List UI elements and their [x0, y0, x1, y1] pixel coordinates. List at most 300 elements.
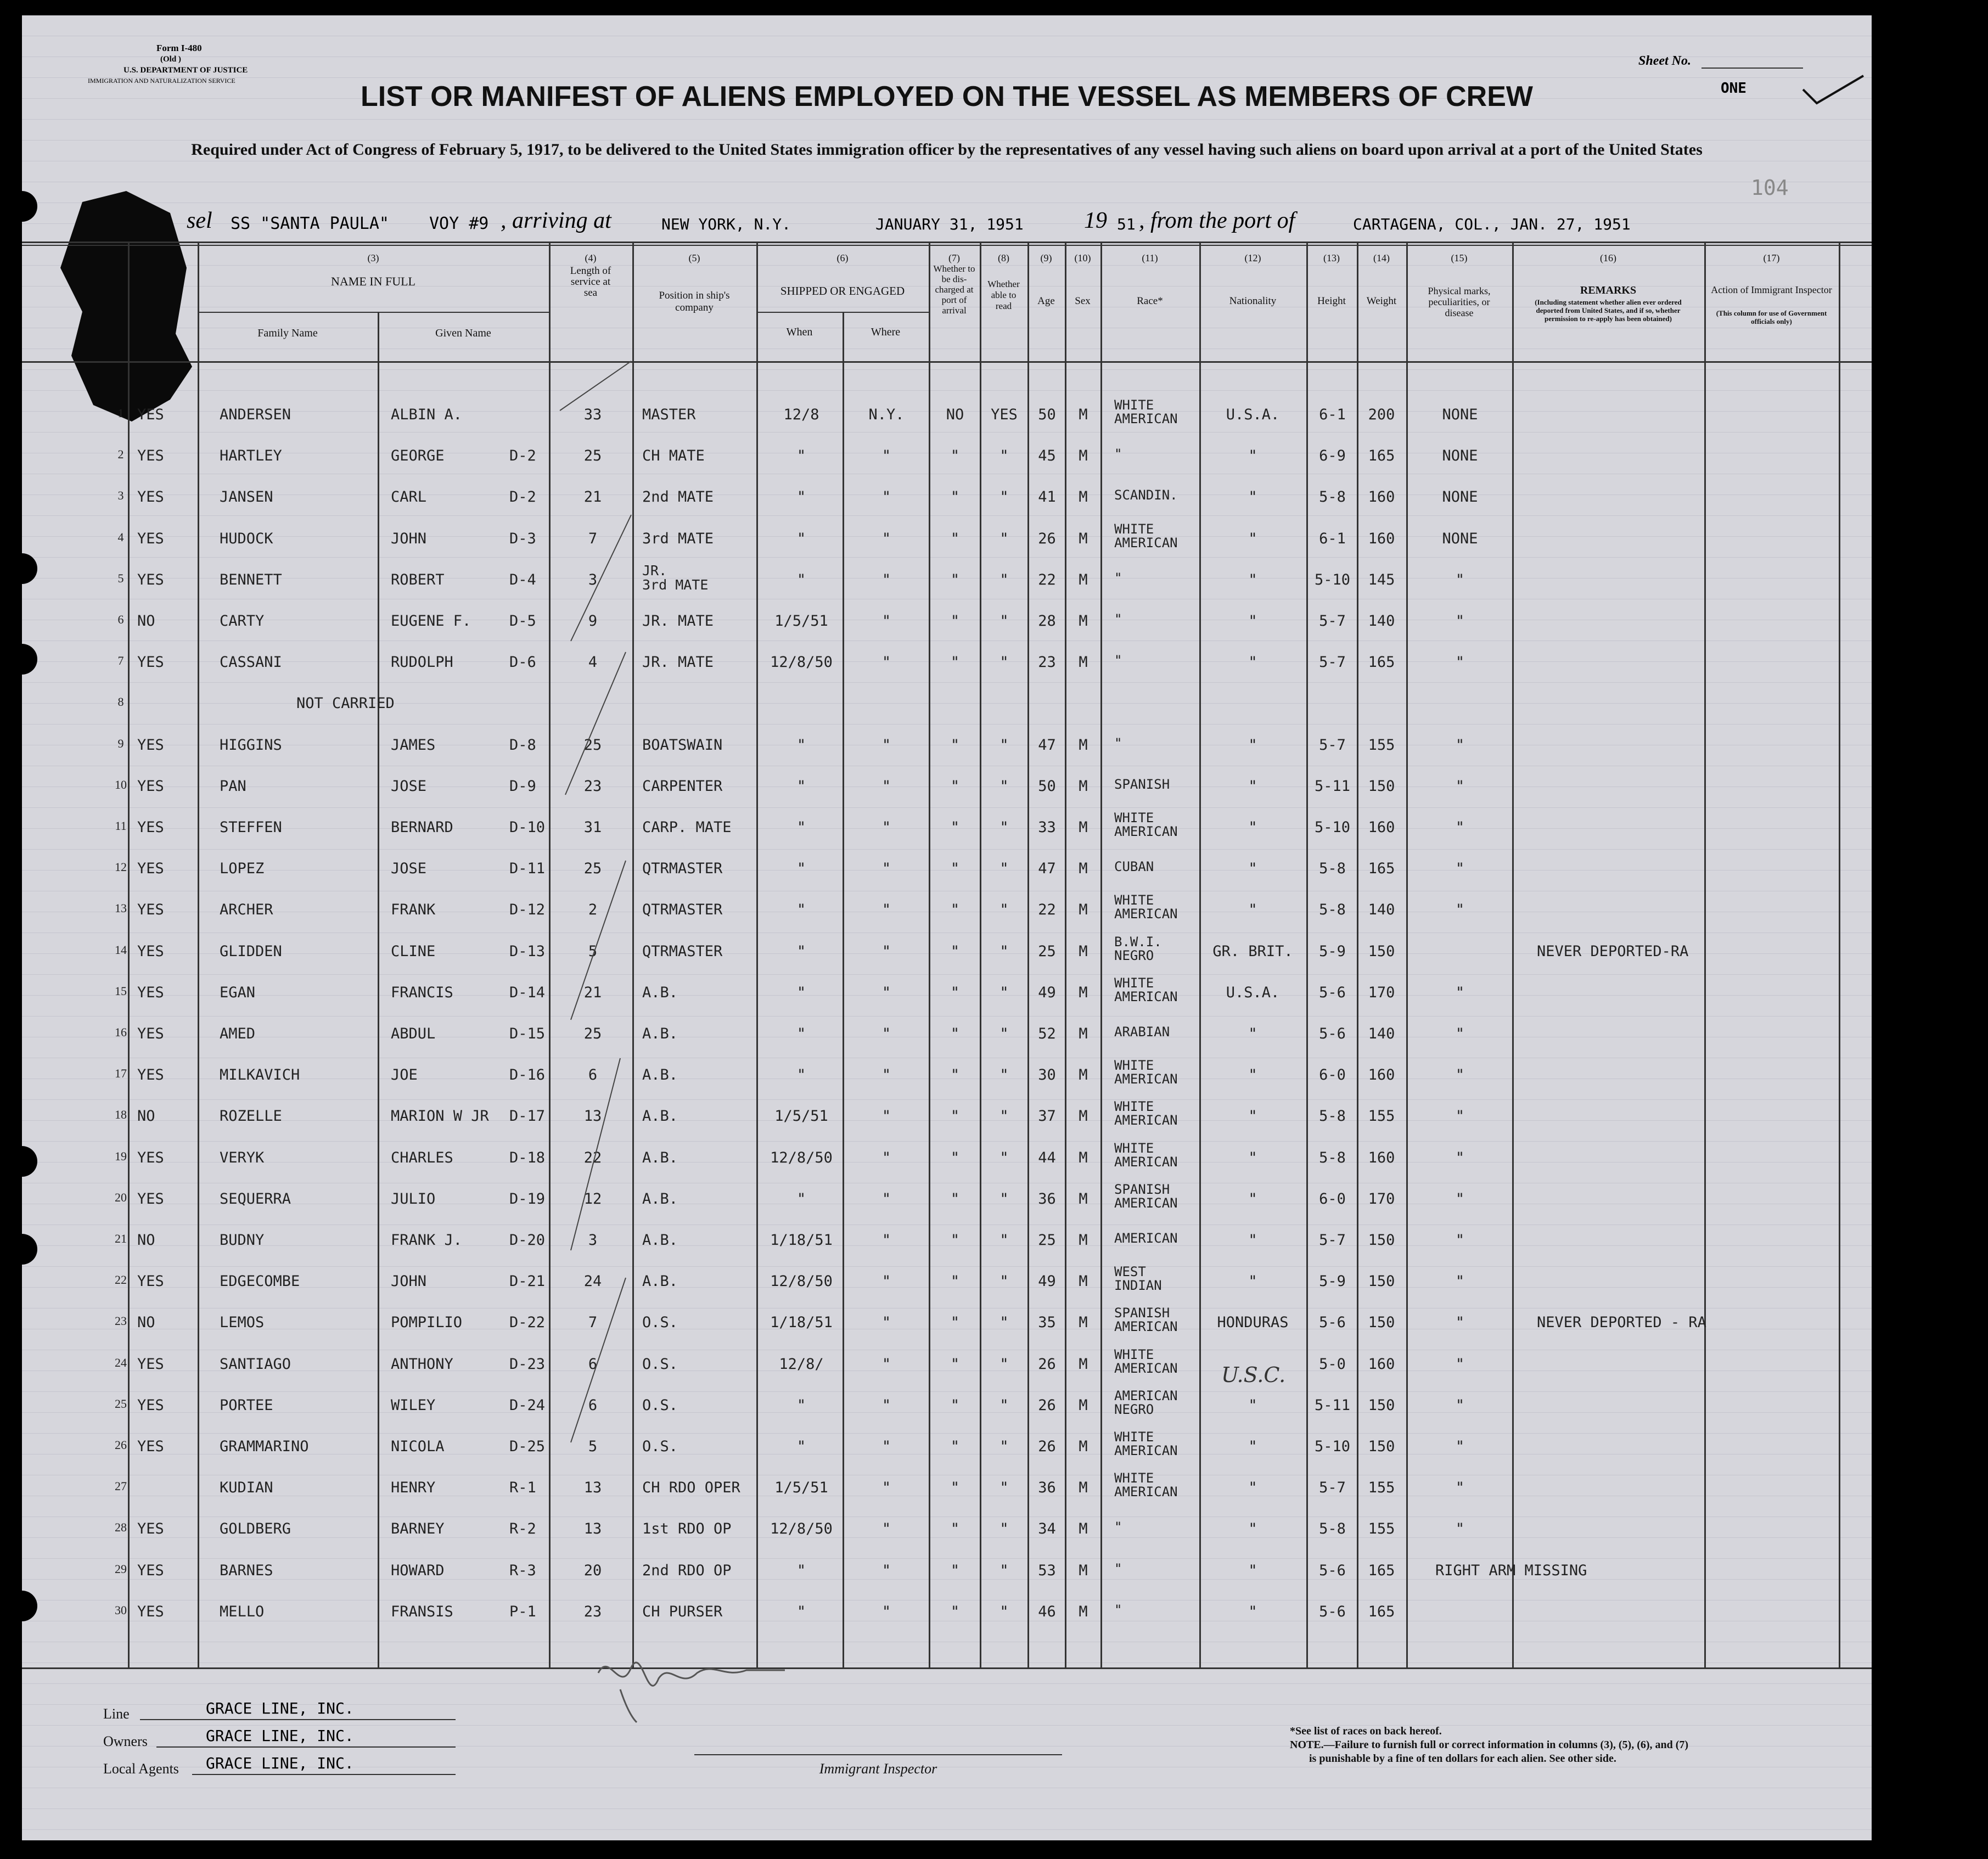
vessel-label: sel — [187, 208, 212, 233]
given-name: RUDOLPH — [391, 654, 453, 671]
alien-flag: YES — [137, 1562, 164, 1579]
shipped-where: " — [881, 984, 891, 1001]
nationality: " — [1248, 1562, 1257, 1579]
sex: M — [1079, 530, 1088, 547]
discharged: " — [950, 1066, 960, 1083]
col10-header: Sex — [1075, 295, 1091, 307]
sex: M — [1079, 943, 1088, 960]
height: 5-7 — [1319, 613, 1346, 630]
race: B.W.I. NEGRO — [1114, 934, 1162, 963]
race: WHITE AMERICAN — [1114, 892, 1178, 922]
given-name: FRANK — [391, 901, 436, 918]
race: AMERICAN — [1114, 1231, 1178, 1246]
family-name: ARCHER — [220, 901, 273, 918]
race: WHITE AMERICAN — [1114, 975, 1178, 1004]
sheet-no-value: ONE — [1721, 80, 1746, 97]
able-to-read: " — [999, 778, 1009, 795]
shipped-when: 1/5/51 — [774, 1108, 828, 1125]
nationality: " — [1248, 1603, 1257, 1620]
sex: M — [1079, 778, 1088, 795]
crew-code: D-11 — [509, 860, 546, 877]
height: 5-11 — [1314, 778, 1351, 795]
given-name: JOSE — [391, 860, 427, 877]
height: 6-9 — [1319, 447, 1346, 464]
crew-code: D-15 — [509, 1025, 546, 1042]
shipped-where: " — [881, 1066, 891, 1083]
family-name: SANTIAGO — [220, 1356, 291, 1373]
position: A.B. — [642, 1273, 678, 1290]
weight: 155 — [1368, 1108, 1395, 1125]
shipped-when: 12/8/ — [779, 1356, 824, 1373]
alien-flag: YES — [137, 571, 164, 588]
discharged: " — [950, 1190, 960, 1207]
position: A.B. — [642, 1108, 678, 1125]
col14-header: Weight — [1366, 295, 1397, 307]
discharged: " — [950, 1232, 960, 1249]
weight: 165 — [1368, 654, 1395, 671]
able-to-read: " — [999, 1066, 1009, 1083]
given-name: POMPILIO — [391, 1314, 463, 1331]
position: A.B. — [642, 1232, 678, 1249]
age: 41 — [1038, 488, 1056, 506]
shipped-where: " — [881, 571, 891, 588]
row-number: 28 — [115, 1520, 127, 1534]
family-name: ANDERSEN — [220, 406, 291, 423]
weight: 155 — [1368, 1520, 1395, 1537]
height: 5-7 — [1319, 737, 1346, 754]
age: 25 — [1038, 1232, 1056, 1249]
physical-marks: " — [1455, 571, 1465, 588]
able-to-read: " — [999, 1025, 1009, 1042]
physical-marks: NONE — [1442, 447, 1478, 464]
able-to-read: " — [999, 984, 1009, 1001]
table-row — [22, 647, 1872, 688]
row-number: 7 — [117, 654, 124, 667]
shipped-where: " — [881, 1149, 891, 1166]
sex: M — [1079, 613, 1088, 630]
crew-code: R-2 — [509, 1520, 536, 1537]
height: 5-8 — [1319, 488, 1346, 506]
row-number: 6 — [117, 613, 124, 626]
service-years: 5 — [588, 1438, 598, 1455]
height: 5-7 — [1319, 654, 1346, 671]
nationality: " — [1248, 1025, 1257, 1042]
row-number: 24 — [115, 1356, 127, 1369]
age: 50 — [1038, 406, 1056, 423]
nationality: " — [1248, 1232, 1257, 1249]
nationality: " — [1248, 901, 1257, 918]
family-name: HARTLEY — [220, 447, 282, 464]
given-name: FRANK J. — [391, 1232, 463, 1249]
given-name: CHARLES — [391, 1149, 453, 1166]
col12-number: (12) — [1244, 252, 1261, 263]
arriving-label: , arriving at — [501, 208, 611, 233]
service-years: 3 — [588, 571, 598, 588]
age: 36 — [1038, 1190, 1056, 1207]
age: 53 — [1038, 1562, 1056, 1579]
race: WEST INDIAN — [1114, 1264, 1162, 1293]
nationality: " — [1248, 1520, 1257, 1537]
col17-subheader: (This column for use of Government officials only) — [1716, 309, 1827, 325]
race: SPANISH AMERICAN — [1114, 1182, 1178, 1211]
race: " — [1114, 446, 1122, 462]
table-row — [22, 1390, 1872, 1431]
height: 5-6 — [1319, 1314, 1346, 1331]
physical-marks: " — [1455, 1314, 1465, 1331]
shipped-where: " — [881, 737, 891, 754]
given-name: BERNARD — [391, 819, 453, 836]
able-to-read: " — [999, 860, 1009, 877]
shipped-where: " — [881, 613, 891, 630]
shipped-where: " — [881, 901, 891, 918]
family-name: BUDNY — [220, 1232, 265, 1249]
physical-marks: " — [1455, 901, 1465, 918]
shipped-where: " — [881, 819, 891, 836]
race: " — [1114, 611, 1122, 627]
position: O.S. — [642, 1356, 678, 1373]
row-number: 4 — [117, 530, 124, 544]
given-name: JOHN — [391, 530, 427, 547]
height: 6-0 — [1319, 1190, 1346, 1207]
shipped-where: " — [881, 1397, 891, 1414]
alien-flag: YES — [137, 1273, 164, 1290]
age: 44 — [1038, 1149, 1056, 1166]
family-name: SEQUERRA — [220, 1190, 291, 1207]
height: 5-11 — [1314, 1397, 1351, 1414]
position: CH RDO OPER — [642, 1479, 740, 1496]
discharged: " — [950, 1108, 960, 1125]
shipped-when: 12/8/50 — [770, 1149, 833, 1166]
table-top-rule — [22, 241, 1872, 243]
table-row — [22, 1431, 1872, 1473]
row-number: 23 — [115, 1314, 127, 1328]
discharged: " — [950, 1479, 960, 1496]
alien-flag: NO — [137, 1314, 155, 1331]
sex: M — [1079, 1438, 1088, 1455]
weight: 150 — [1368, 1232, 1395, 1249]
age: 33 — [1038, 819, 1056, 836]
alien-flag: YES — [137, 1397, 164, 1414]
family-name: MILKAVICH — [220, 1066, 300, 1083]
alien-flag: YES — [137, 1149, 164, 1166]
weight: 150 — [1368, 1314, 1395, 1331]
shipped-when: 1/5/51 — [774, 1479, 828, 1496]
shipped-when: " — [796, 860, 806, 877]
position: A.B. — [642, 1190, 678, 1207]
page-title: LIST OR MANIFEST OF ALIENS EMPLOYED ON THE VESSEL AS MEMBERS OF CREW — [361, 81, 1533, 113]
col4-number: (4) — [585, 252, 597, 263]
height: 5-8 — [1319, 1108, 1346, 1125]
nationality: " — [1248, 1066, 1257, 1083]
given-name-header: Given Name — [435, 327, 491, 339]
shipped-when: " — [796, 447, 806, 464]
owners-label: Owners — [103, 1733, 148, 1749]
family-name: LEMOS — [220, 1314, 265, 1331]
sex: M — [1079, 1108, 1088, 1125]
shipped-when: " — [796, 984, 806, 1001]
physical-marks: " — [1455, 613, 1465, 630]
ink-seal — [60, 191, 192, 422]
service-years: 12 — [583, 1190, 602, 1207]
col15-header: Physical marks, peculiarities, or disease — [1428, 285, 1491, 318]
shipped-where: " — [881, 1273, 891, 1290]
shipped-where: " — [881, 860, 891, 877]
alien-flag: YES — [137, 654, 164, 671]
age: 36 — [1038, 1479, 1056, 1496]
agents-underline — [192, 1774, 456, 1775]
position: 2nd MATE — [642, 488, 714, 506]
discharged: " — [950, 1273, 960, 1290]
weight: 165 — [1368, 447, 1395, 464]
family-name: MELLO — [220, 1603, 265, 1620]
shipped-when: " — [796, 488, 806, 506]
shipped-when: " — [796, 571, 806, 588]
race: " — [1114, 1602, 1122, 1618]
weight: 160 — [1368, 1356, 1395, 1373]
table-row — [22, 1555, 1872, 1597]
height: 5-9 — [1319, 1273, 1346, 1290]
col16-number: (16) — [1600, 252, 1616, 263]
family-name: KUDIAN — [220, 1479, 273, 1496]
race: WHITE AMERICAN — [1114, 810, 1178, 839]
race: SCANDIN. — [1114, 487, 1178, 503]
age: 35 — [1038, 1314, 1056, 1331]
col9-header: Age — [1037, 295, 1055, 307]
vessel-name: SS "SANTA PAULA" — [231, 214, 389, 233]
service-years: 20 — [583, 1562, 602, 1579]
age: 49 — [1038, 1273, 1056, 1290]
discharged: " — [950, 447, 960, 464]
shipped-when: 1/5/51 — [774, 613, 828, 630]
able-to-read: " — [999, 1520, 1009, 1537]
service-years: 9 — [588, 613, 598, 630]
height: 5-7 — [1319, 1232, 1346, 1249]
race: WHITE AMERICAN — [1114, 521, 1178, 551]
discharged: " — [950, 1562, 960, 1579]
height: 5-10 — [1314, 1438, 1351, 1455]
able-to-read: " — [999, 1479, 1009, 1496]
sex: M — [1079, 571, 1088, 588]
voyage-number: VOY #9 — [429, 214, 489, 233]
sex: M — [1079, 984, 1088, 1001]
row-number: 2 — [117, 447, 124, 461]
age: 26 — [1038, 1356, 1056, 1373]
shipped-where: " — [881, 1190, 891, 1207]
able-to-read: " — [999, 901, 1009, 918]
nationality: " — [1248, 778, 1257, 795]
crew-code: D-19 — [509, 1190, 546, 1207]
crew-code: D-21 — [509, 1273, 546, 1290]
col16-header: REMARKS — [1580, 284, 1637, 296]
line-label: Line — [103, 1706, 130, 1722]
shipped-when: " — [796, 901, 806, 918]
weight: 150 — [1368, 1273, 1395, 1290]
weight: 140 — [1368, 901, 1395, 918]
weight: 140 — [1368, 1025, 1395, 1042]
shipped-where: " — [881, 778, 891, 795]
col9-number: (9) — [1040, 252, 1052, 263]
position: A.B. — [642, 1066, 678, 1083]
age: 47 — [1038, 737, 1056, 754]
able-to-read: " — [999, 613, 1009, 630]
physical-marks: " — [1455, 737, 1465, 754]
weight: 150 — [1368, 1438, 1395, 1455]
crew-code: D-25 — [509, 1438, 546, 1455]
weight: 165 — [1368, 1603, 1395, 1620]
physical-marks: NONE — [1442, 530, 1478, 547]
able-to-read: " — [999, 1314, 1009, 1331]
able-to-read: " — [999, 1562, 1009, 1579]
weight: 160 — [1368, 530, 1395, 547]
service-years: 24 — [583, 1273, 602, 1290]
height: 5-0 — [1319, 1356, 1346, 1373]
nationality: GR. BRIT. — [1212, 943, 1293, 960]
table-row — [22, 1019, 1872, 1060]
discharged: " — [950, 571, 960, 588]
height: 6-0 — [1319, 1066, 1346, 1083]
discharged: " — [950, 530, 960, 547]
row-number: 17 — [115, 1066, 127, 1080]
weight: 160 — [1368, 488, 1395, 506]
race: WHITE AMERICAN — [1114, 1470, 1178, 1499]
sex: M — [1079, 1479, 1088, 1496]
table-bottom-rule — [22, 1667, 1872, 1669]
age: 49 — [1038, 984, 1056, 1001]
service-years: 31 — [583, 819, 602, 836]
nationality: " — [1248, 447, 1257, 464]
able-to-read: " — [999, 1438, 1009, 1455]
col14-number: (14) — [1373, 252, 1390, 263]
col5-header: Position in ship's company — [659, 290, 730, 313]
sex: M — [1079, 1562, 1088, 1579]
discharged: " — [950, 901, 960, 918]
family-name: CARTY — [220, 613, 265, 630]
nationality: " — [1248, 1149, 1257, 1166]
nationality: " — [1248, 1190, 1257, 1207]
sheet-no-underline — [1701, 68, 1803, 69]
given-name: ANTHONY — [391, 1356, 453, 1373]
shipped-where: " — [881, 1314, 891, 1331]
sex: M — [1079, 1603, 1088, 1620]
col7-header: Whether to be dis-charged at port of arrival — [933, 263, 975, 316]
alien-flag: NO — [137, 1232, 155, 1249]
height: 5-6 — [1319, 1025, 1346, 1042]
height: 6-1 — [1319, 406, 1346, 423]
shipped-where: " — [881, 1232, 891, 1249]
family-name: LOPEZ — [220, 860, 265, 877]
from-port-label: , from the port of — [1139, 208, 1295, 233]
shipped-when: " — [796, 1603, 806, 1620]
sex: M — [1079, 406, 1088, 423]
shipped-when: " — [796, 737, 806, 754]
crew-code: R-3 — [509, 1562, 536, 1579]
service-years: 13 — [583, 1108, 602, 1125]
form-old: (Old ) — [160, 55, 181, 64]
race: " — [1114, 653, 1122, 668]
crew-code: D-24 — [509, 1397, 546, 1414]
height: 5-6 — [1319, 1562, 1346, 1579]
alien-flag: YES — [137, 901, 164, 918]
discharged: " — [950, 943, 960, 960]
weight: 170 — [1368, 984, 1395, 1001]
height: 5-10 — [1314, 819, 1351, 836]
service-years: 25 — [583, 737, 602, 754]
able-to-read: " — [999, 1190, 1009, 1207]
table-row — [22, 936, 1872, 978]
weight: 145 — [1368, 571, 1395, 588]
given-name: MARION W JR — [391, 1108, 489, 1125]
shipped-when: " — [796, 1397, 806, 1414]
shipped-when: 1/18/51 — [770, 1232, 833, 1249]
shipped-where: " — [881, 1603, 891, 1620]
table-row — [22, 975, 1872, 1019]
given-name: GEORGE — [391, 447, 445, 464]
race: SPANISH — [1114, 777, 1170, 792]
crew-code: D-5 — [509, 613, 536, 630]
physical-marks: " — [1455, 1232, 1465, 1249]
weight: 160 — [1368, 1066, 1395, 1083]
weight: 160 — [1368, 819, 1395, 836]
crew-code: P-1 — [509, 1603, 536, 1620]
discharged: " — [950, 1438, 960, 1455]
inspector-underline — [694, 1754, 1062, 1755]
nationality: U.S.A. — [1226, 406, 1280, 423]
physical-marks: " — [1455, 860, 1465, 877]
alien-flag: YES — [137, 984, 164, 1001]
service-years: 5 — [588, 943, 598, 960]
discharged: " — [950, 819, 960, 836]
position: CARP. MATE — [642, 819, 732, 836]
penalty-note-1: NOTE.—Failure to furnish full or correct information in columns (3), (5), (6), and (7) — [1290, 1739, 1689, 1751]
shipped-where: N.Y. — [868, 406, 905, 423]
handwritten-signature — [582, 1640, 801, 1728]
shipped-subheader-rule — [756, 312, 929, 313]
sex: M — [1079, 654, 1088, 671]
alien-flag: YES — [137, 530, 164, 547]
service-years: 21 — [583, 984, 602, 1001]
given-name: NICOLA — [391, 1438, 445, 1455]
discharged: " — [950, 860, 960, 877]
weight: 165 — [1368, 860, 1395, 877]
discharged: " — [950, 984, 960, 1001]
form-service: IMMIGRATION AND NATURALIZATION SERVICE — [88, 77, 235, 85]
year-value: 51 — [1117, 215, 1136, 233]
shipped-where: " — [881, 654, 891, 671]
alien-flag: YES — [137, 1520, 164, 1537]
sex: M — [1079, 488, 1088, 506]
given-name: JOSE — [391, 778, 427, 795]
age: 26 — [1038, 1438, 1056, 1455]
nationality: " — [1248, 613, 1257, 630]
crew-code: D-18 — [509, 1149, 546, 1166]
position: QTRMASTER — [642, 943, 723, 960]
family-name: BARNES — [220, 1562, 273, 1579]
position: JR. 3rd MATE — [642, 563, 709, 593]
age: 28 — [1038, 613, 1056, 630]
row-number: 13 — [115, 901, 127, 915]
sex: M — [1079, 1314, 1088, 1331]
service-years: 22 — [583, 1149, 602, 1166]
discharged: NO — [946, 406, 964, 423]
year-label: 19 — [1084, 208, 1107, 233]
age: 34 — [1038, 1520, 1056, 1537]
discharged: " — [950, 1397, 960, 1414]
service-years: 13 — [583, 1520, 602, 1537]
crew-code: D-8 — [509, 737, 536, 754]
alien-flag: YES — [137, 1438, 164, 1455]
age: 45 — [1038, 447, 1056, 464]
alien-flag: NO — [137, 613, 155, 630]
